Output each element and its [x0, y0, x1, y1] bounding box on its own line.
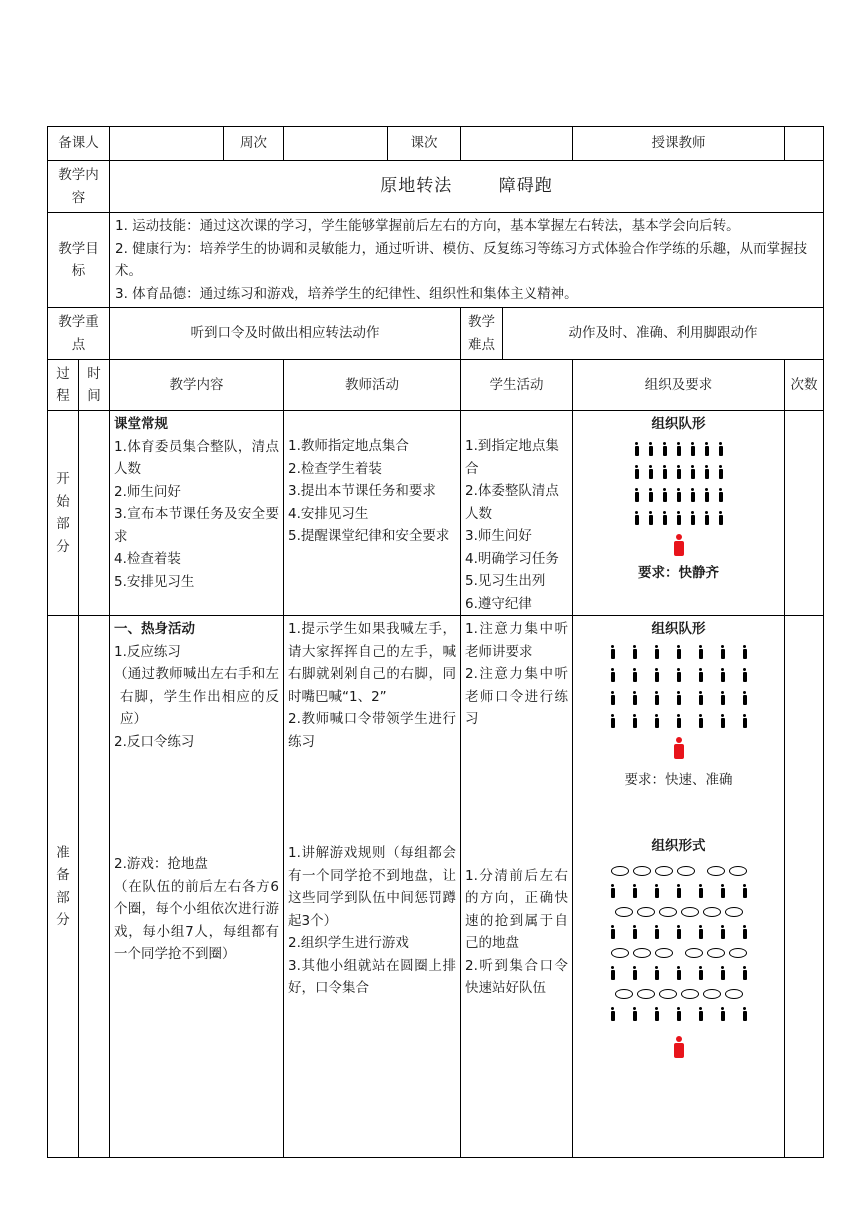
org-requirement: 要求：快静齐 — [638, 564, 719, 581]
student-figure-icon — [718, 442, 724, 456]
student-figure-icon — [690, 465, 696, 479]
student-figure-icon — [634, 442, 640, 456]
teacher-field[interactable] — [785, 127, 824, 161]
student-figure-icon — [632, 966, 638, 980]
ring-icon — [655, 866, 673, 876]
teacher-item: 5.提醒课堂纪律和安全要求 — [288, 528, 450, 544]
student-figure-icon — [662, 465, 668, 479]
col-process: 过程 — [48, 360, 79, 411]
goals-label: 教学目标 — [48, 213, 110, 308]
student-item: 2.听到集合口令快速站好队伍 — [465, 957, 568, 996]
student-figure-icon — [676, 691, 682, 705]
student-figure-icon — [742, 966, 748, 980]
student-row — [575, 880, 782, 903]
student-row — [575, 507, 782, 530]
student-figure-icon — [742, 645, 748, 659]
content-item: 1.体育委员集合整队，清点人数 — [114, 438, 279, 477]
week-label: 周次 — [224, 127, 284, 161]
goal-item: 3. 体育品德：通过练习和游戏，培养学生的纪律性、组织性和集体主义精神。 — [115, 285, 578, 302]
ring-row — [575, 985, 782, 1003]
student-row — [575, 1003, 782, 1026]
content-item: 2.游戏：抢地盘 — [114, 856, 208, 872]
org-requirement: 要求：快速、准确 — [624, 771, 733, 788]
preparer-field[interactable] — [110, 127, 224, 161]
student-figure-icon — [632, 645, 638, 659]
student-item: 5.见习生出列 — [465, 573, 546, 589]
col-time: 时间 — [79, 360, 110, 411]
student-figure-icon — [654, 925, 660, 939]
student-figure-icon — [718, 511, 724, 525]
difficult-point-value: 动作及时、准确、利用脚跟动作 — [503, 308, 824, 360]
student-figure-icon — [742, 691, 748, 705]
student-row — [575, 461, 782, 484]
student-figure-icon — [698, 668, 704, 682]
student-figure-icon — [662, 442, 668, 456]
ring-icon — [615, 907, 633, 917]
student-figure-icon — [704, 465, 710, 479]
student-figure-icon — [634, 511, 640, 525]
ring-icon — [615, 989, 633, 999]
student-figure-icon — [610, 645, 616, 659]
student-figure-icon — [676, 714, 682, 728]
teacher-figure-icon — [673, 1036, 685, 1058]
ring-icon — [633, 948, 651, 958]
student-figure-icon — [654, 884, 660, 898]
ring-icon — [685, 948, 703, 958]
student-figure-icon — [676, 645, 682, 659]
org-heading: 组织队形 — [651, 416, 706, 432]
student-figure-icon — [676, 668, 682, 682]
ring-row — [575, 862, 782, 880]
student-item: 1.到指定地点集合 — [465, 438, 559, 477]
teacher-item: 2.教师喊口令带领学生进行练习 — [288, 711, 456, 750]
col-teacher: 教师活动 — [284, 360, 461, 411]
goals-list — [110, 213, 824, 308]
difficult-point-label: 教学难点 — [461, 308, 503, 360]
student-figure-icon — [742, 714, 748, 728]
student-figure-icon — [698, 925, 704, 939]
formation-diagram — [575, 641, 782, 765]
student-figure-icon — [632, 1007, 638, 1021]
lesson-field[interactable] — [461, 127, 573, 161]
student-figure-icon — [610, 884, 616, 898]
student-row — [575, 921, 782, 944]
ring-icon — [659, 989, 677, 999]
content-item: （在队伍的前后左右各方6个圈，每个小组依次进行游戏，每小组7人，每组都有一个同学抢不到圈） — [114, 878, 279, 962]
ring-icon — [655, 948, 673, 958]
student-item: 4.明确学习任务 — [465, 550, 559, 567]
ring-icon — [637, 989, 655, 999]
lesson-label: 课次 — [388, 127, 461, 161]
student-figure-icon — [662, 488, 668, 502]
student-figure-icon — [610, 668, 616, 682]
teacher-item: 1.教师指定地点集合 — [288, 438, 409, 454]
org-heading: 组织队形 — [651, 621, 706, 637]
student-figure-icon — [632, 691, 638, 705]
prep-time-cell — [79, 616, 110, 1158]
student-figure-icon — [690, 442, 696, 456]
student-figure-icon — [610, 925, 616, 939]
ring-icon — [703, 989, 721, 999]
teacher-figure-icon — [673, 737, 685, 759]
student-figure-icon — [704, 442, 710, 456]
col-content: 教学内容 — [110, 360, 284, 411]
student-figure-icon — [720, 668, 726, 682]
ring-icon — [681, 989, 699, 999]
teacher-item: 3.提出本节课任务和要求 — [288, 483, 436, 499]
game-formation-diagram — [575, 858, 782, 1072]
student-figure-icon — [610, 966, 616, 980]
prep-count-cell — [785, 616, 824, 1158]
student-row — [575, 962, 782, 985]
student-figure-icon — [718, 465, 724, 479]
student-figure-icon — [698, 645, 704, 659]
prep-content — [110, 616, 284, 1158]
student-figure-icon — [654, 714, 660, 728]
student-figure-icon — [698, 1007, 704, 1021]
student-figure-icon — [698, 714, 704, 728]
teacher-item: 4.安排见习生 — [288, 505, 369, 522]
student-figure-icon — [742, 668, 748, 682]
student-row — [575, 664, 782, 687]
student-item: 3.师生问好 — [465, 528, 532, 544]
lesson-title — [110, 161, 824, 213]
student-row — [575, 641, 782, 664]
student-figure-icon — [698, 966, 704, 980]
student-figure-icon — [676, 511, 682, 525]
student-figure-icon — [648, 511, 654, 525]
teacher-figure-icon — [673, 534, 685, 556]
content-label: 教学内容 — [48, 161, 110, 213]
lesson-plan-sheet — [47, 126, 823, 1158]
ring-icon — [633, 866, 651, 876]
col-organization: 组织及要求 — [573, 360, 785, 411]
student-figure-icon — [634, 488, 640, 502]
goals-row — [48, 213, 824, 308]
ring-icon — [681, 907, 699, 917]
col-count: 次数 — [785, 360, 824, 411]
student-figure-icon — [676, 488, 682, 502]
start-count-cell — [785, 411, 824, 616]
student-figure-icon — [648, 488, 654, 502]
student-figure-icon — [648, 442, 654, 456]
student-row — [575, 687, 782, 710]
prep-phase-label: 准备部分 — [48, 616, 79, 1158]
student-figure-icon — [720, 966, 726, 980]
student-figure-icon — [718, 488, 724, 502]
student-row — [575, 484, 782, 507]
student-figure-icon — [632, 714, 638, 728]
start-teacher-activity — [284, 411, 461, 616]
ring-icon — [729, 866, 747, 876]
student-figure-icon — [720, 884, 726, 898]
teacher-item: 1.提示学生如果我喊左手，请大家挥挥自己的左手，喊右脚就剁剁自己的右脚，同时嘴巴喊“1、2” — [288, 621, 456, 705]
student-figure-icon — [720, 925, 726, 939]
prep-organization — [573, 616, 785, 1158]
student-figure-icon — [654, 1007, 660, 1021]
student-figure-icon — [704, 488, 710, 502]
student-figure-icon — [648, 465, 654, 479]
student-figure-icon — [676, 884, 682, 898]
student-figure-icon — [720, 645, 726, 659]
header-row — [48, 127, 824, 161]
start-organization — [573, 411, 785, 616]
content-item: （通过教师喊出左右手和左右脚，学生作出相应的反应） — [114, 666, 279, 727]
start-content — [110, 411, 284, 616]
prep-phase-row — [48, 616, 824, 1158]
student-figure-icon — [634, 465, 640, 479]
student-figure-icon — [632, 884, 638, 898]
goal-item: 2. 健康行为：培养学生的协调和灵敏能力，通过听讲、模仿、反复练习等练习方式体验合作学练的乐趣，从而掌握技术。 — [115, 240, 808, 279]
ring-icon — [659, 907, 677, 917]
teacher-position — [575, 733, 782, 765]
ring-icon — [637, 907, 655, 917]
ring-icon — [703, 907, 721, 917]
student-row — [575, 438, 782, 461]
student-item: 6.遵守纪律 — [465, 595, 532, 612]
prep-student-activity — [461, 616, 573, 1158]
start-phase-row — [48, 411, 824, 616]
student-figure-icon — [676, 465, 682, 479]
teacher-position — [575, 1026, 782, 1072]
student-figure-icon — [654, 645, 660, 659]
start-phase-label: 开始部分 — [48, 411, 79, 616]
student-figure-icon — [676, 1007, 682, 1021]
goal-item: 1. 运动技能：通过这次课的学习，学生能够掌握前后左右的方向，基本掌握左右转法，基本学会向后转。 — [115, 218, 740, 234]
student-figure-icon — [610, 1007, 616, 1021]
student-figure-icon — [610, 691, 616, 705]
student-figure-icon — [662, 511, 668, 525]
student-figure-icon — [720, 1007, 726, 1021]
ring-icon — [611, 866, 629, 876]
org-heading: 组织形式 — [651, 838, 706, 854]
ring-icon — [725, 989, 743, 999]
content-item: 5.安排见习生 — [114, 573, 195, 590]
ring-row — [575, 944, 782, 962]
teacher-item: 1.讲解游戏规则（每组都会有一个同学抢不到地盘，让这些同学到队伍中间惩罚蹲起3个） — [288, 845, 456, 929]
title-part-1: 原地转法 — [380, 176, 453, 197]
student-figure-icon — [690, 511, 696, 525]
student-figure-icon — [742, 1007, 748, 1021]
ring-icon — [707, 866, 725, 876]
content-heading: 课堂常规 — [114, 416, 168, 432]
content-item: 1.反应练习 — [114, 643, 181, 660]
content-row — [48, 161, 824, 213]
teacher-item: 3.其他小组就站在圆圈上排好，口令集合 — [288, 957, 456, 996]
preparer-label: 备课人 — [48, 127, 110, 161]
content-item: 2.师生问好 — [114, 483, 181, 500]
ring-icon — [725, 907, 743, 917]
student-figure-icon — [742, 925, 748, 939]
start-time-cell — [79, 411, 110, 616]
teacher-label: 授课教师 — [573, 127, 785, 161]
student-item: 1.注意力集中听老师讲要求 — [465, 621, 568, 660]
student-row — [575, 710, 782, 733]
student-figure-icon — [720, 691, 726, 705]
formation-diagram — [575, 436, 782, 562]
teacher-position — [575, 530, 782, 562]
content-item: 2.反口令练习 — [114, 733, 195, 750]
content-item: 4.检查着装 — [114, 551, 181, 567]
student-figure-icon — [690, 488, 696, 502]
week-field[interactable] — [284, 127, 388, 161]
student-item: 2.注意力集中听老师口令进行练习 — [465, 666, 568, 727]
student-item: 2.体委整队清点人数 — [465, 483, 559, 522]
student-figure-icon — [698, 884, 704, 898]
student-figure-icon — [676, 925, 682, 939]
student-figure-icon — [742, 884, 748, 898]
student-figure-icon — [654, 668, 660, 682]
ring-icon — [611, 948, 629, 958]
content-item: 3.宣布本节课任务及安全要求 — [114, 506, 279, 545]
student-figure-icon — [704, 511, 710, 525]
student-item: 1.分清前后左右的方向，正确快速的抢到属于自己的地盘 — [465, 867, 568, 951]
student-figure-icon — [610, 714, 616, 728]
start-student-activity — [461, 411, 573, 616]
prep-teacher-activity — [284, 616, 461, 1158]
student-figure-icon — [632, 925, 638, 939]
teacher-item: 2.组织学生进行游戏 — [288, 935, 409, 951]
student-figure-icon — [654, 966, 660, 980]
student-figure-icon — [632, 668, 638, 682]
focus-row — [48, 308, 824, 360]
student-figure-icon — [676, 966, 682, 980]
student-figure-icon — [654, 691, 660, 705]
student-figure-icon — [720, 714, 726, 728]
col-student: 学生活动 — [461, 360, 573, 411]
key-point-value: 听到口令及时做出相应转法动作 — [110, 308, 461, 360]
ring-row — [575, 903, 782, 921]
ring-icon — [729, 948, 747, 958]
title-part-2: 障碍跑 — [498, 176, 553, 197]
key-point-label: 教学重点 — [48, 308, 110, 360]
ring-icon — [707, 948, 725, 958]
teacher-item: 2.检查学生着装 — [288, 460, 382, 477]
ring-icon — [677, 866, 695, 876]
lesson-plan-table — [47, 126, 824, 1158]
column-header-row — [48, 360, 824, 411]
student-figure-icon — [676, 442, 682, 456]
content-heading: 一、热身活动 — [114, 621, 195, 637]
student-figure-icon — [698, 691, 704, 705]
